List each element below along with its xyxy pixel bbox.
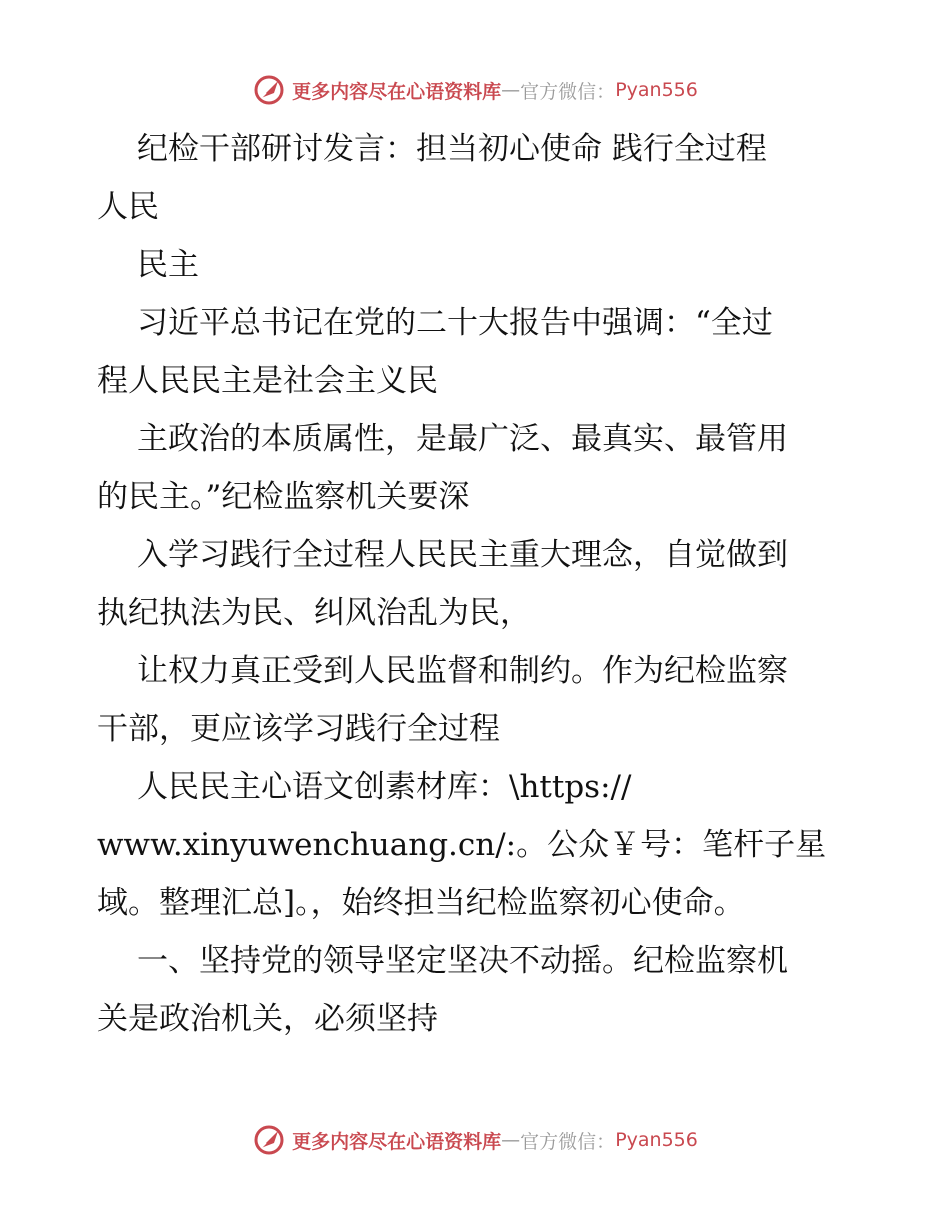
quill-logo-icon — [252, 1123, 286, 1157]
document-body — [97, 120, 857, 1048]
quill-logo-icon — [252, 73, 286, 107]
paragraph-line: www.xinyuwenchuang.cn/:。公众￥号：笔杆子星 — [97, 827, 827, 863]
watermark-wechat-id: Pyan556 — [615, 79, 698, 101]
paragraph-line: 执纪执法为民、纠风治乱为民， — [97, 595, 531, 631]
paragraph-line: 干部，更应该学习践行全过程 — [97, 711, 500, 747]
title-line-2: 人民 — [97, 189, 159, 225]
paragraph-line: 主政治的本质属性，是最广泛、最真实、最管用 — [137, 421, 788, 457]
watermark-wechat-label: 官方微信： — [520, 1130, 616, 1153]
title-line-1: 纪检干部研讨发言：担当初心使命 践行全过程 — [137, 131, 767, 167]
paragraph-line: 入学习践行全过程人民民主重大理念，自觉做到 — [137, 537, 788, 573]
paragraph-line: 习近平总书记在党的二十大报告中强调：“全过 — [137, 305, 773, 341]
footer-watermark — [0, 1120, 950, 1160]
paragraph-line: 人民民主心语文创素材库：\https:// — [137, 769, 632, 805]
section-heading-line: 一、坚持党的领导坚定坚决不动摇。纪检监察机 — [137, 943, 788, 979]
watermark-wechat-id: Pyan556 — [615, 1129, 698, 1151]
paragraph-line: 关是政治机关，必须坚持 — [97, 1001, 438, 1037]
watermark-dash: — — [501, 79, 521, 101]
header-watermark — [0, 70, 950, 110]
watermark-text: 更多内容尽在心语资料库 — [292, 80, 502, 103]
paragraph-line: 的民主。”纪检监察机关要深 — [97, 479, 470, 515]
watermark-wechat-label: 官方微信： — [520, 80, 616, 103]
watermark-text: 更多内容尽在心语资料库 — [292, 1130, 502, 1153]
title-line-3: 民主 — [137, 247, 199, 283]
watermark-dash: — — [501, 1129, 521, 1151]
paragraph-line: 域。整理汇总]。，始终担当纪检监察初心使命。 — [97, 885, 745, 921]
paragraph-line: 让权力真正受到人民监督和制约。作为纪检监察 — [137, 653, 788, 689]
paragraph-line: 程人民民主是社会主义民 — [97, 363, 438, 399]
